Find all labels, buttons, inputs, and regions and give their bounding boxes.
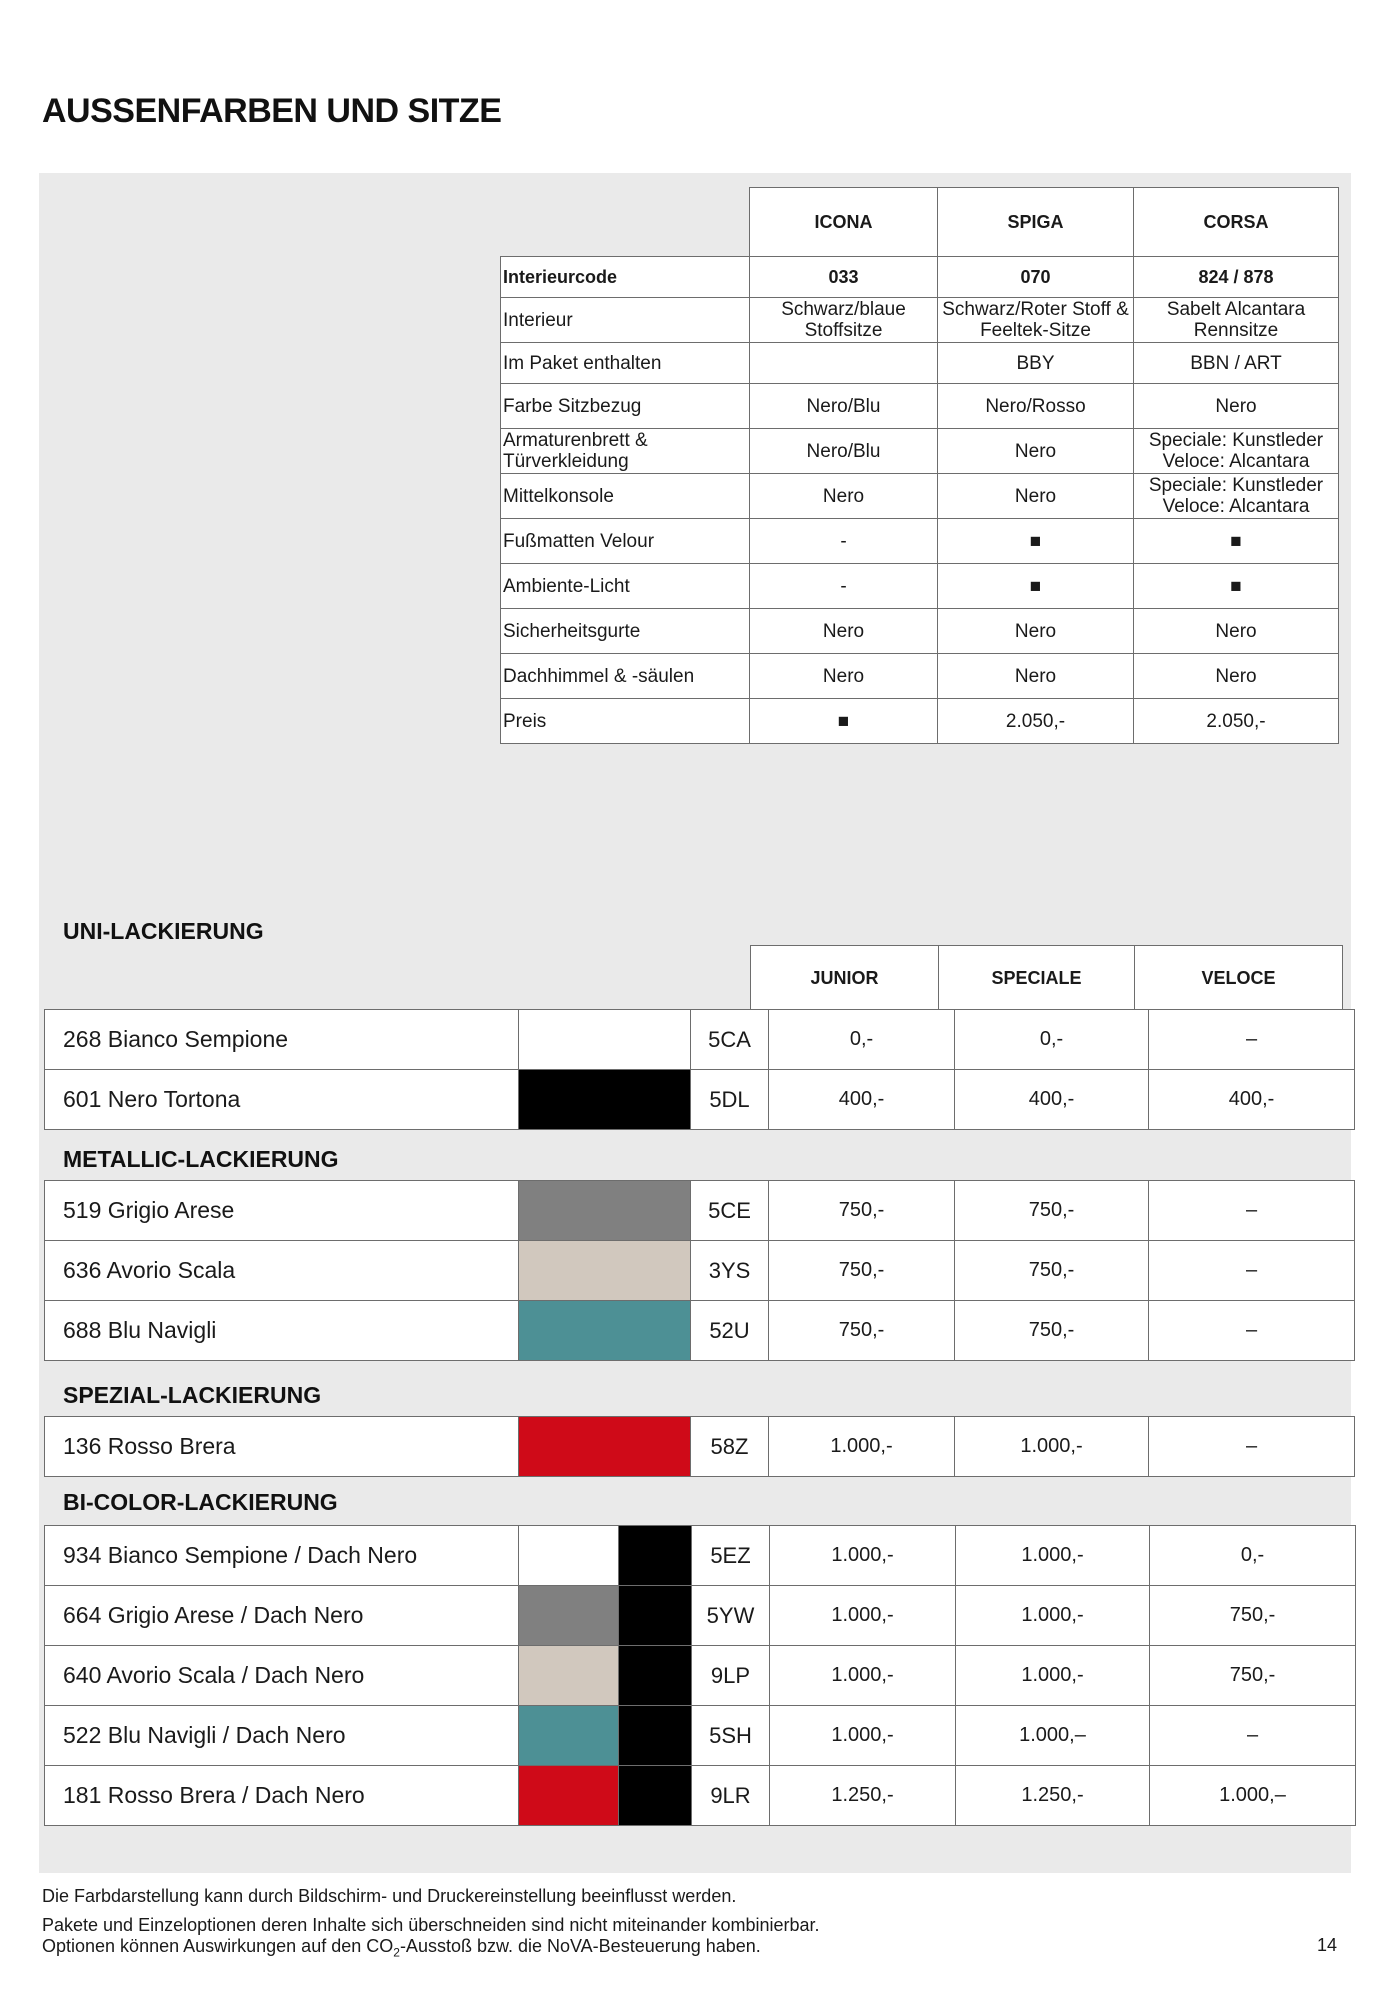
price-junior: 1.000,- bbox=[770, 1526, 956, 1586]
table-row bbox=[501, 519, 1339, 564]
roof-color-swatch bbox=[619, 1526, 692, 1586]
column-header-corsa: CORSA bbox=[1134, 188, 1339, 257]
cell-value: Sabelt Alcantara Rennsitze bbox=[1134, 298, 1339, 343]
color-swatch bbox=[519, 1241, 691, 1301]
cell-value: ■ bbox=[938, 519, 1134, 564]
price-junior: 750,- bbox=[769, 1181, 955, 1241]
table-row bbox=[45, 1706, 1356, 1766]
paint-table-uni bbox=[44, 1009, 1355, 1130]
price-junior: 400,- bbox=[769, 1070, 955, 1130]
paint-code: 5YW bbox=[692, 1586, 770, 1646]
row-label: Interieurcode bbox=[501, 257, 750, 298]
cell-value: Nero bbox=[750, 609, 938, 654]
paint-table-special bbox=[44, 1416, 1355, 1477]
cell-value: Nero bbox=[938, 654, 1134, 699]
price-veloce: – bbox=[1149, 1010, 1355, 1070]
row-label: Preis bbox=[501, 699, 750, 744]
section-title-bicolor: BI-COLOR-LACKIERUNG bbox=[63, 1489, 338, 1515]
page-number: 14 bbox=[1316, 1935, 1337, 1955]
paint-name: 136 Rosso Brera bbox=[45, 1417, 519, 1477]
cell-value: 033 bbox=[750, 257, 938, 298]
price-speciale: 1.000,– bbox=[956, 1706, 1150, 1766]
price-veloce: 0,- bbox=[1150, 1526, 1356, 1586]
cell-value: 2.050,- bbox=[1134, 699, 1339, 744]
paint-code: 3YS bbox=[691, 1241, 769, 1301]
section-title-special: SPEZIAL-LACKIERUNG bbox=[63, 1382, 322, 1408]
price-veloce: – bbox=[1149, 1241, 1355, 1301]
price-junior: 1.000,- bbox=[769, 1417, 955, 1477]
color-swatch bbox=[519, 1301, 691, 1361]
table-row bbox=[45, 1417, 1355, 1477]
price-veloce: 750,- bbox=[1150, 1646, 1356, 1706]
price-speciale: 400,- bbox=[955, 1070, 1149, 1130]
interior-table bbox=[500, 187, 1339, 744]
price-veloce: – bbox=[1149, 1417, 1355, 1477]
cell-value: BBN / ART bbox=[1134, 343, 1339, 384]
cell-value: ■ bbox=[750, 699, 938, 744]
body-color-swatch bbox=[519, 1646, 619, 1706]
cell-value: Nero bbox=[1134, 654, 1339, 699]
cell-value: Speciale: Kunstleder Veloce: Alcantara bbox=[1134, 474, 1339, 519]
price-junior: 1.250,- bbox=[770, 1766, 956, 1826]
footnote-co2 bbox=[42, 1935, 761, 1964]
table-row bbox=[501, 257, 1339, 298]
paint-code: 5DL bbox=[691, 1070, 769, 1130]
cell-value: 2.050,- bbox=[938, 699, 1134, 744]
table-row bbox=[501, 384, 1339, 429]
table-row bbox=[501, 699, 1339, 744]
footnote-packages: Pakete und Einzeloptionen deren Inhalte sich überschneiden sind nicht miteinander kombinierbar. bbox=[42, 1915, 820, 1935]
cell-value: - bbox=[750, 564, 938, 609]
cell-value: Nero bbox=[1134, 609, 1339, 654]
column-header-icona: ICONA bbox=[750, 188, 938, 257]
cell-value: - bbox=[750, 519, 938, 564]
cell-value: Schwarz/blaue Stoffsitze bbox=[750, 298, 938, 343]
paint-name: 636 Avorio Scala bbox=[45, 1241, 519, 1301]
interior-table-header bbox=[501, 188, 1339, 257]
paint-name: 688 Blu Navigli bbox=[45, 1301, 519, 1361]
price-junior: 750,- bbox=[769, 1301, 955, 1361]
body-color-swatch bbox=[519, 1766, 619, 1826]
cell-value: ■ bbox=[938, 564, 1134, 609]
table-row bbox=[45, 1010, 1355, 1070]
table-row bbox=[45, 1586, 1356, 1646]
paint-name: 601 Nero Tortona bbox=[45, 1070, 519, 1130]
cell-value: Nero bbox=[750, 474, 938, 519]
price-junior: 1.000,- bbox=[770, 1586, 956, 1646]
cell-value: Nero bbox=[750, 654, 938, 699]
footnote-co2-text: Optionen können Auswirkungen auf den CO bbox=[42, 1936, 394, 1956]
page-title: AUSSENFARBEN UND SITZE bbox=[42, 92, 502, 130]
table-row bbox=[501, 343, 1339, 384]
table-row bbox=[501, 429, 1339, 474]
cell-value: Nero/Blu bbox=[750, 429, 938, 474]
row-label: Farbe Sitzbezug bbox=[501, 384, 750, 429]
table-row bbox=[501, 474, 1339, 519]
cell-value: 070 bbox=[938, 257, 1134, 298]
row-label: Interieur bbox=[501, 298, 750, 343]
cell-value: Schwarz/Roter Stoff & Feeltek-Sitze bbox=[938, 298, 1134, 343]
paint-code: 52U bbox=[691, 1301, 769, 1361]
cell-value: Nero/Blu bbox=[750, 384, 938, 429]
price-veloce: – bbox=[1150, 1706, 1356, 1766]
row-label: Fußmatten Velour bbox=[501, 519, 750, 564]
footnote-color-disclaimer: Die Farbdarstellung kann durch Bildschirm- und Druckereinstellung beeinflusst werden. bbox=[42, 1886, 737, 1906]
paint-code: 5SH bbox=[692, 1706, 770, 1766]
footnote-co2-text-end: -Ausstoß bzw. die NoVA-Besteuerung haben. bbox=[399, 1936, 761, 1956]
cell-value: ■ bbox=[1134, 564, 1339, 609]
cell-value: Speciale: Kunstleder Veloce: Alcantara bbox=[1134, 429, 1339, 474]
price-junior: 1.000,- bbox=[770, 1706, 956, 1766]
table-row bbox=[45, 1766, 1356, 1826]
row-label: Armaturenbrett & Türverkleidung bbox=[501, 429, 750, 474]
row-label: Dachhimmel & -säulen bbox=[501, 654, 750, 699]
table-row bbox=[45, 1301, 1355, 1361]
row-label: Im Paket enthalten bbox=[501, 343, 750, 384]
header-spacer bbox=[501, 188, 750, 257]
cell-value: Nero bbox=[938, 609, 1134, 654]
paint-name: 519 Grigio Arese bbox=[45, 1181, 519, 1241]
paint-name: 664 Grigio Arese / Dach Nero bbox=[45, 1586, 519, 1646]
table-row bbox=[501, 564, 1339, 609]
price-veloce: 400,- bbox=[1149, 1070, 1355, 1130]
cell-value bbox=[750, 343, 938, 384]
price-speciale: 1.000,- bbox=[956, 1586, 1150, 1646]
roof-color-swatch bbox=[619, 1706, 692, 1766]
paint-code: 9LP bbox=[692, 1646, 770, 1706]
color-swatch bbox=[519, 1417, 691, 1477]
body-color-swatch bbox=[519, 1586, 619, 1646]
cell-value: ■ bbox=[1134, 519, 1339, 564]
row-label: Mittelkonsole bbox=[501, 474, 750, 519]
paint-name: 181 Rosso Brera / Dach Nero bbox=[45, 1766, 519, 1826]
column-header-spiga: SPIGA bbox=[938, 188, 1134, 257]
paint-table-metallic bbox=[44, 1180, 1355, 1361]
color-swatch bbox=[519, 1070, 691, 1130]
price-speciale: 1.000,- bbox=[955, 1417, 1149, 1477]
table-row bbox=[45, 1181, 1355, 1241]
column-header-speciale: SPECIALE bbox=[939, 946, 1135, 1011]
cell-value: Nero bbox=[938, 429, 1134, 474]
price-speciale: 750,- bbox=[955, 1301, 1149, 1361]
paint-name: 640 Avorio Scala / Dach Nero bbox=[45, 1646, 519, 1706]
price-junior: 1.000,- bbox=[770, 1646, 956, 1706]
table-row bbox=[501, 298, 1339, 343]
table-row bbox=[45, 1070, 1355, 1130]
section-title-uni: UNI-LACKIERUNG bbox=[63, 918, 264, 944]
row-label: Ambiente-Licht bbox=[501, 564, 750, 609]
paint-code: 5EZ bbox=[692, 1526, 770, 1586]
price-veloce: 1.000,– bbox=[1150, 1766, 1356, 1826]
price-speciale: 1.250,- bbox=[956, 1766, 1150, 1826]
color-swatch bbox=[519, 1010, 691, 1070]
price-junior: 750,- bbox=[769, 1241, 955, 1301]
price-speciale: 0,- bbox=[955, 1010, 1149, 1070]
paint-code: 5CA bbox=[691, 1010, 769, 1070]
body-color-swatch bbox=[519, 1526, 619, 1586]
price-veloce: – bbox=[1149, 1181, 1355, 1241]
paint-name: 522 Blu Navigli / Dach Nero bbox=[45, 1706, 519, 1766]
price-veloce: 750,- bbox=[1150, 1586, 1356, 1646]
paint-code: 5CE bbox=[691, 1181, 769, 1241]
table-row bbox=[45, 1646, 1356, 1706]
roof-color-swatch bbox=[619, 1766, 692, 1826]
table-row bbox=[45, 1241, 1355, 1301]
footnote-co2-subscript: 2 bbox=[393, 1945, 400, 1960]
cell-value: Nero/Rosso bbox=[938, 384, 1134, 429]
color-swatch bbox=[519, 1181, 691, 1241]
price-veloce: – bbox=[1149, 1301, 1355, 1361]
table-row bbox=[45, 1526, 1356, 1586]
paint-code: 58Z bbox=[691, 1417, 769, 1477]
body-color-swatch bbox=[519, 1706, 619, 1766]
paint-table-header bbox=[750, 945, 1343, 1011]
row-label: Sicherheitsgurte bbox=[501, 609, 750, 654]
price-speciale: 750,- bbox=[955, 1181, 1149, 1241]
price-speciale: 750,- bbox=[955, 1241, 1149, 1301]
paint-code: 9LR bbox=[692, 1766, 770, 1826]
cell-value: Nero bbox=[938, 474, 1134, 519]
section-title-metallic: METALLIC-LACKIERUNG bbox=[63, 1146, 339, 1172]
column-header-veloce: VELOCE bbox=[1135, 946, 1343, 1011]
paint-name: 268 Bianco Sempione bbox=[45, 1010, 519, 1070]
paint-table-bicolor bbox=[44, 1525, 1356, 1826]
roof-color-swatch bbox=[619, 1586, 692, 1646]
table-row bbox=[501, 609, 1339, 654]
price-speciale: 1.000,- bbox=[956, 1526, 1150, 1586]
cell-value: 824 / 878 bbox=[1134, 257, 1339, 298]
price-junior: 0,- bbox=[769, 1010, 955, 1070]
cell-value: Nero bbox=[1134, 384, 1339, 429]
price-speciale: 1.000,- bbox=[956, 1646, 1150, 1706]
cell-value: BBY bbox=[938, 343, 1134, 384]
column-header-junior: JUNIOR bbox=[751, 946, 939, 1011]
paint-name: 934 Bianco Sempione / Dach Nero bbox=[45, 1526, 519, 1586]
table-row bbox=[501, 654, 1339, 699]
roof-color-swatch bbox=[619, 1646, 692, 1706]
